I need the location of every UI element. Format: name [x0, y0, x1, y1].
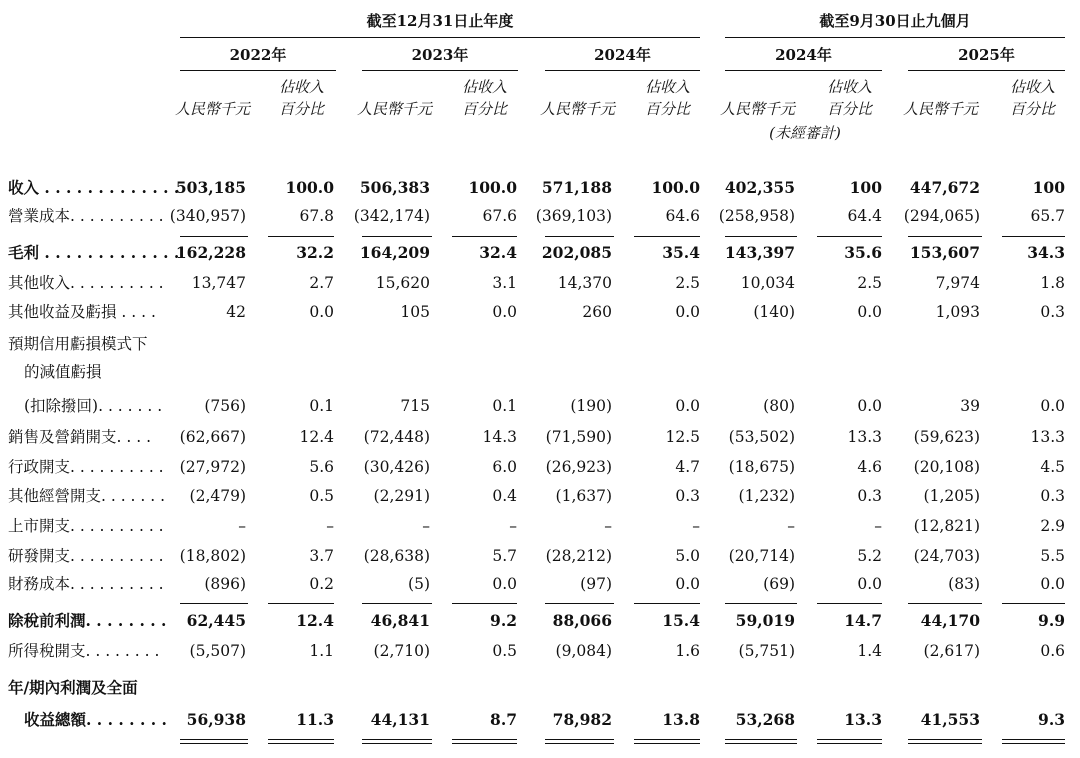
amount-cell: (1,205): [923, 487, 980, 505]
amount-cell: 10,034: [740, 274, 795, 292]
percent-cell: 0.0: [675, 397, 700, 415]
subtotal-rule: [634, 236, 700, 237]
amount-unit-header: 人民幣千元: [720, 100, 796, 118]
percent-cell: 32.2: [296, 243, 334, 262]
row-label: 除稅前利潤. . . . . . . .: [8, 611, 167, 630]
percent-cell: 5.6: [309, 458, 334, 476]
total-double-rule: [817, 739, 882, 744]
row-label: 其他收入. . . . . . . . . .: [8, 274, 164, 292]
percent-cell: 0.2: [309, 575, 334, 593]
percent-header-line1: 佔收入: [278, 78, 324, 96]
amount-cell: (5): [408, 575, 430, 593]
amount-cell: (71,590): [545, 428, 612, 446]
subtotal-rule: [908, 603, 982, 604]
percent-cell: 4.5: [1040, 458, 1065, 476]
percent-cell: 3.7: [309, 547, 334, 565]
percent-cell: 2.5: [675, 274, 700, 292]
subtotal-rule: [452, 236, 517, 237]
amount-cell: (59,623): [913, 428, 980, 446]
percent-cell: –: [874, 517, 882, 535]
percent-cell: 14.3: [482, 428, 517, 446]
year-header: 2023年: [411, 46, 469, 64]
amount-cell: (140): [753, 303, 795, 321]
year-header: 2024年: [594, 46, 651, 64]
amount-cell: (20,108): [913, 458, 980, 476]
percent-cell: 100: [849, 178, 882, 197]
amount-cell: (18,675): [728, 458, 795, 476]
amount-cell: (27,972): [179, 458, 246, 476]
percent-header-line1: 佔收入: [644, 78, 690, 96]
amount-cell: (340,957): [169, 207, 246, 225]
amount-cell: 46,841: [370, 611, 430, 630]
percent-cell: 9.9: [1038, 611, 1065, 630]
percent-cell: 2.5: [857, 274, 882, 292]
amount-cell: 88,066: [552, 611, 612, 630]
subtotal-rule: [545, 603, 614, 604]
amount-cell: (190): [570, 397, 612, 415]
amount-cell: (28,212): [545, 547, 612, 565]
amount-cell: 78,982: [552, 710, 612, 729]
year-header-rule: [725, 70, 882, 71]
amount-cell: 44,170: [920, 611, 980, 630]
amount-cell: 143,397: [724, 243, 795, 262]
year-header-rule: [545, 70, 700, 71]
percent-header-line1: 佔收入: [826, 78, 872, 96]
amount-cell: 15,620: [375, 274, 430, 292]
amount-cell: (24,703): [913, 547, 980, 565]
amount-cell: (2,291): [373, 487, 430, 505]
percent-cell: 100: [1032, 178, 1065, 197]
amount-cell: (97): [580, 575, 612, 593]
percent-cell: 67.6: [482, 207, 517, 225]
percent-cell: 0.5: [309, 487, 334, 505]
percent-cell: 2.9: [1040, 517, 1065, 535]
amount-cell: 506,383: [359, 178, 430, 197]
percent-cell: 0.0: [857, 397, 882, 415]
total-double-rule: [634, 739, 700, 744]
percent-header-line1: 佔收入: [461, 78, 507, 96]
percent-cell: 0.3: [857, 487, 882, 505]
percent-cell: 13.8: [662, 710, 700, 729]
total-double-rule: [545, 739, 614, 744]
row-label: 毛利 . . . . . . . . . . . . .: [8, 243, 180, 262]
nine-month-group-header: 截至9月30日止九個月: [819, 12, 971, 30]
amount-cell: (53,502): [728, 428, 795, 446]
row-label: 上市開支. . . . . . . . . .: [8, 517, 164, 535]
percent-cell: 100.0: [285, 178, 334, 197]
percent-cell: 67.8: [299, 207, 334, 225]
amount-cell: (369,103): [535, 207, 612, 225]
percent-cell: 5.2: [857, 547, 882, 565]
amount-cell: –: [422, 517, 430, 535]
percent-cell: 14.7: [844, 611, 882, 630]
amount-cell: (30,426): [363, 458, 430, 476]
amount-cell: 105: [400, 303, 430, 321]
amount-cell: (18,802): [179, 547, 246, 565]
percent-cell: 4.6: [857, 458, 882, 476]
percent-cell: 65.7: [1030, 207, 1065, 225]
amount-cell: (69): [763, 575, 795, 593]
subtotal-rule: [268, 236, 334, 237]
total-double-rule: [362, 739, 432, 744]
amount-cell: (20,714): [728, 547, 795, 565]
total-double-rule: [908, 739, 982, 744]
percent-cell: 0.3: [1040, 487, 1065, 505]
percent-cell: 100.0: [651, 178, 700, 197]
amount-cell: 402,355: [724, 178, 795, 197]
amount-cell: (5,507): [189, 642, 246, 660]
amount-cell: (342,174): [353, 207, 430, 225]
row-label: 營業成本. . . . . . . . . .: [8, 207, 164, 225]
amount-cell: 59,019: [735, 611, 795, 630]
percent-cell: 5.7: [492, 547, 517, 565]
percent-cell: 0.1: [492, 397, 517, 415]
amount-cell: 56,938: [186, 710, 246, 729]
amount-cell: 7,974: [935, 274, 980, 292]
amount-cell: 162,228: [175, 243, 246, 262]
percent-cell: 9.3: [1038, 710, 1065, 729]
total-double-rule: [725, 739, 797, 744]
percent-cell: 0.5: [492, 642, 517, 660]
amount-cell: (2,710): [373, 642, 430, 660]
amount-cell: 447,672: [909, 178, 980, 197]
percent-cell: 13.3: [847, 428, 882, 446]
subtotal-rule: [817, 236, 882, 237]
amount-cell: 571,188: [541, 178, 612, 197]
row-label: 收入 . . . . . . . . . . . . .: [8, 178, 180, 197]
percent-cell: 11.3: [296, 710, 334, 729]
row-label: 年/期內利潤及全面: [8, 678, 138, 697]
amount-cell: 202,085: [541, 243, 612, 262]
subtotal-rule: [180, 236, 248, 237]
percent-cell: 4.7: [675, 458, 700, 476]
percent-cell: 1.1: [309, 642, 334, 660]
amount-unit-header: 人民幣千元: [357, 100, 433, 118]
year-header: 2025年: [958, 46, 1015, 64]
subtotal-rule: [725, 603, 797, 604]
group-header-rule: [180, 37, 700, 38]
year-header-rule: [908, 70, 1065, 71]
year-header: 2022年: [229, 46, 287, 64]
amount-cell: (9,084): [555, 642, 612, 660]
percent-cell: 0.0: [309, 303, 334, 321]
percent-cell: 100.0: [468, 178, 517, 197]
percent-header-line2: 百分比: [278, 100, 324, 118]
amount-cell: –: [787, 517, 795, 535]
amount-unit-header: 人民幣千元: [540, 100, 616, 118]
amount-cell: 62,445: [186, 611, 246, 630]
percent-cell: 3.1: [492, 274, 517, 292]
percent-cell: 0.6: [1040, 642, 1065, 660]
percent-cell: 0.0: [675, 575, 700, 593]
percent-cell: 12.5: [665, 428, 700, 446]
subtotal-rule: [180, 603, 248, 604]
percent-header-line2: 百分比: [826, 100, 872, 118]
percent-header-line2: 百分比: [644, 100, 690, 118]
row-label: 預期信用虧損模式下: [8, 335, 148, 353]
amount-cell: 715: [400, 397, 430, 415]
amount-cell: (72,448): [363, 428, 430, 446]
amount-cell: (1,232): [738, 487, 795, 505]
percent-cell: 0.3: [675, 487, 700, 505]
row-label: 其他經營開支. . . . . . .: [8, 487, 166, 505]
amount-unit-header: 人民幣千元: [903, 100, 979, 118]
percent-cell: 1.6: [675, 642, 700, 660]
amount-cell: 14,370: [557, 274, 612, 292]
percent-cell: 12.4: [299, 428, 334, 446]
amount-cell: –: [604, 517, 612, 535]
row-label: 收益總額. . . . . . . .: [24, 710, 167, 729]
percent-header-line2: 百分比: [461, 100, 507, 118]
amount-cell: (1,637): [555, 487, 612, 505]
total-double-rule: [452, 739, 517, 744]
row-label: 財務成本. . . . . . . . . .: [8, 575, 164, 593]
total-double-rule: [268, 739, 334, 744]
subtotal-rule: [362, 603, 432, 604]
amount-cell: –: [238, 517, 246, 535]
row-label: 行政開支. . . . . . . . . .: [8, 458, 164, 476]
percent-cell: 32.4: [479, 243, 517, 262]
subtotal-rule: [362, 236, 432, 237]
amount-cell: (80): [763, 397, 795, 415]
amount-cell: (12,821): [913, 517, 980, 535]
percent-cell: 0.0: [1040, 397, 1065, 415]
amount-cell: (896): [204, 575, 246, 593]
percent-cell: 6.0: [492, 458, 517, 476]
percent-header-line2: 百分比: [1009, 100, 1055, 118]
percent-cell: –: [509, 517, 517, 535]
percent-cell: 0.0: [1040, 575, 1065, 593]
percent-cell: 0.0: [857, 303, 882, 321]
percent-cell: 13.3: [1030, 428, 1065, 446]
percent-cell: 5.0: [675, 547, 700, 565]
row-label: 研發開支. . . . . . . . . .: [8, 547, 164, 565]
total-double-rule: [1002, 739, 1065, 744]
amount-cell: 13,747: [191, 274, 246, 292]
percent-cell: 35.4: [662, 243, 700, 262]
unaudited-note: (未經審計): [769, 124, 841, 142]
amount-cell: 153,607: [909, 243, 980, 262]
row-label: 的減值虧損: [24, 363, 102, 381]
row-label: 所得稅開支. . . . . . . .: [8, 642, 160, 660]
amount-cell: 164,209: [359, 243, 430, 262]
amount-cell: (5,751): [738, 642, 795, 660]
subtotal-rule: [268, 603, 334, 604]
fiscal-year-group-header: 截至12月31日止年度: [366, 12, 514, 30]
subtotal-rule: [817, 603, 882, 604]
percent-cell: 0.0: [492, 575, 517, 593]
amount-cell: (83): [948, 575, 980, 593]
subtotal-rule: [908, 236, 982, 237]
percent-cell: 8.7: [490, 710, 517, 729]
subtotal-rule: [1002, 603, 1065, 604]
amount-cell: 41,553: [920, 710, 980, 729]
amount-cell: (756): [204, 397, 246, 415]
percent-cell: 12.4: [296, 611, 334, 630]
amount-cell: 260: [582, 303, 612, 321]
amount-cell: 53,268: [735, 710, 795, 729]
percent-cell: 64.6: [665, 207, 700, 225]
percent-cell: 13.3: [844, 710, 882, 729]
year-header-rule: [362, 70, 518, 71]
amount-cell: 42: [226, 303, 246, 321]
percent-cell: 0.0: [675, 303, 700, 321]
subtotal-rule: [452, 603, 517, 604]
amount-cell: (2,617): [923, 642, 980, 660]
amount-cell: (294,065): [903, 207, 980, 225]
percent-cell: 2.7: [309, 274, 334, 292]
subtotal-rule: [725, 236, 797, 237]
percent-cell: 0.0: [857, 575, 882, 593]
row-label: (扣除撥回). . . . . . .: [24, 397, 163, 415]
amount-cell: 44,131: [370, 710, 430, 729]
total-double-rule: [180, 739, 248, 744]
percent-cell: 64.4: [847, 207, 882, 225]
group-header-rule: [725, 37, 1065, 38]
percent-cell: 0.3: [1040, 303, 1065, 321]
percent-cell: 0.1: [309, 397, 334, 415]
percent-cell: 1.8: [1040, 274, 1065, 292]
percent-cell: 34.3: [1027, 243, 1065, 262]
amount-cell: 503,185: [175, 178, 246, 197]
amount-cell: (2,479): [189, 487, 246, 505]
percent-cell: 1.4: [857, 642, 882, 660]
percent-cell: 35.6: [844, 243, 882, 262]
percent-cell: –: [692, 517, 700, 535]
year-header-rule: [180, 70, 336, 71]
subtotal-rule: [1002, 236, 1065, 237]
percent-cell: 5.5: [1040, 547, 1065, 565]
percent-header-line1: 佔收入: [1009, 78, 1055, 96]
amount-cell: 1,093: [935, 303, 980, 321]
percent-cell: 9.2: [490, 611, 517, 630]
year-header: 2024年: [775, 46, 832, 64]
amount-cell: 39: [960, 397, 980, 415]
percent-cell: –: [326, 517, 334, 535]
row-label: 銷售及營銷開支. . . .: [8, 428, 151, 446]
amount-unit-header: 人民幣千元: [175, 100, 251, 118]
percent-cell: 0.4: [492, 487, 517, 505]
amount-cell: (62,667): [179, 428, 246, 446]
subtotal-rule: [545, 236, 614, 237]
subtotal-rule: [634, 603, 700, 604]
percent-cell: 0.0: [492, 303, 517, 321]
percent-cell: 15.4: [662, 611, 700, 630]
amount-cell: (26,923): [545, 458, 612, 476]
amount-cell: (258,958): [718, 207, 795, 225]
amount-cell: (28,638): [363, 547, 430, 565]
row-label: 其他收益及虧損 . . . .: [8, 303, 156, 321]
